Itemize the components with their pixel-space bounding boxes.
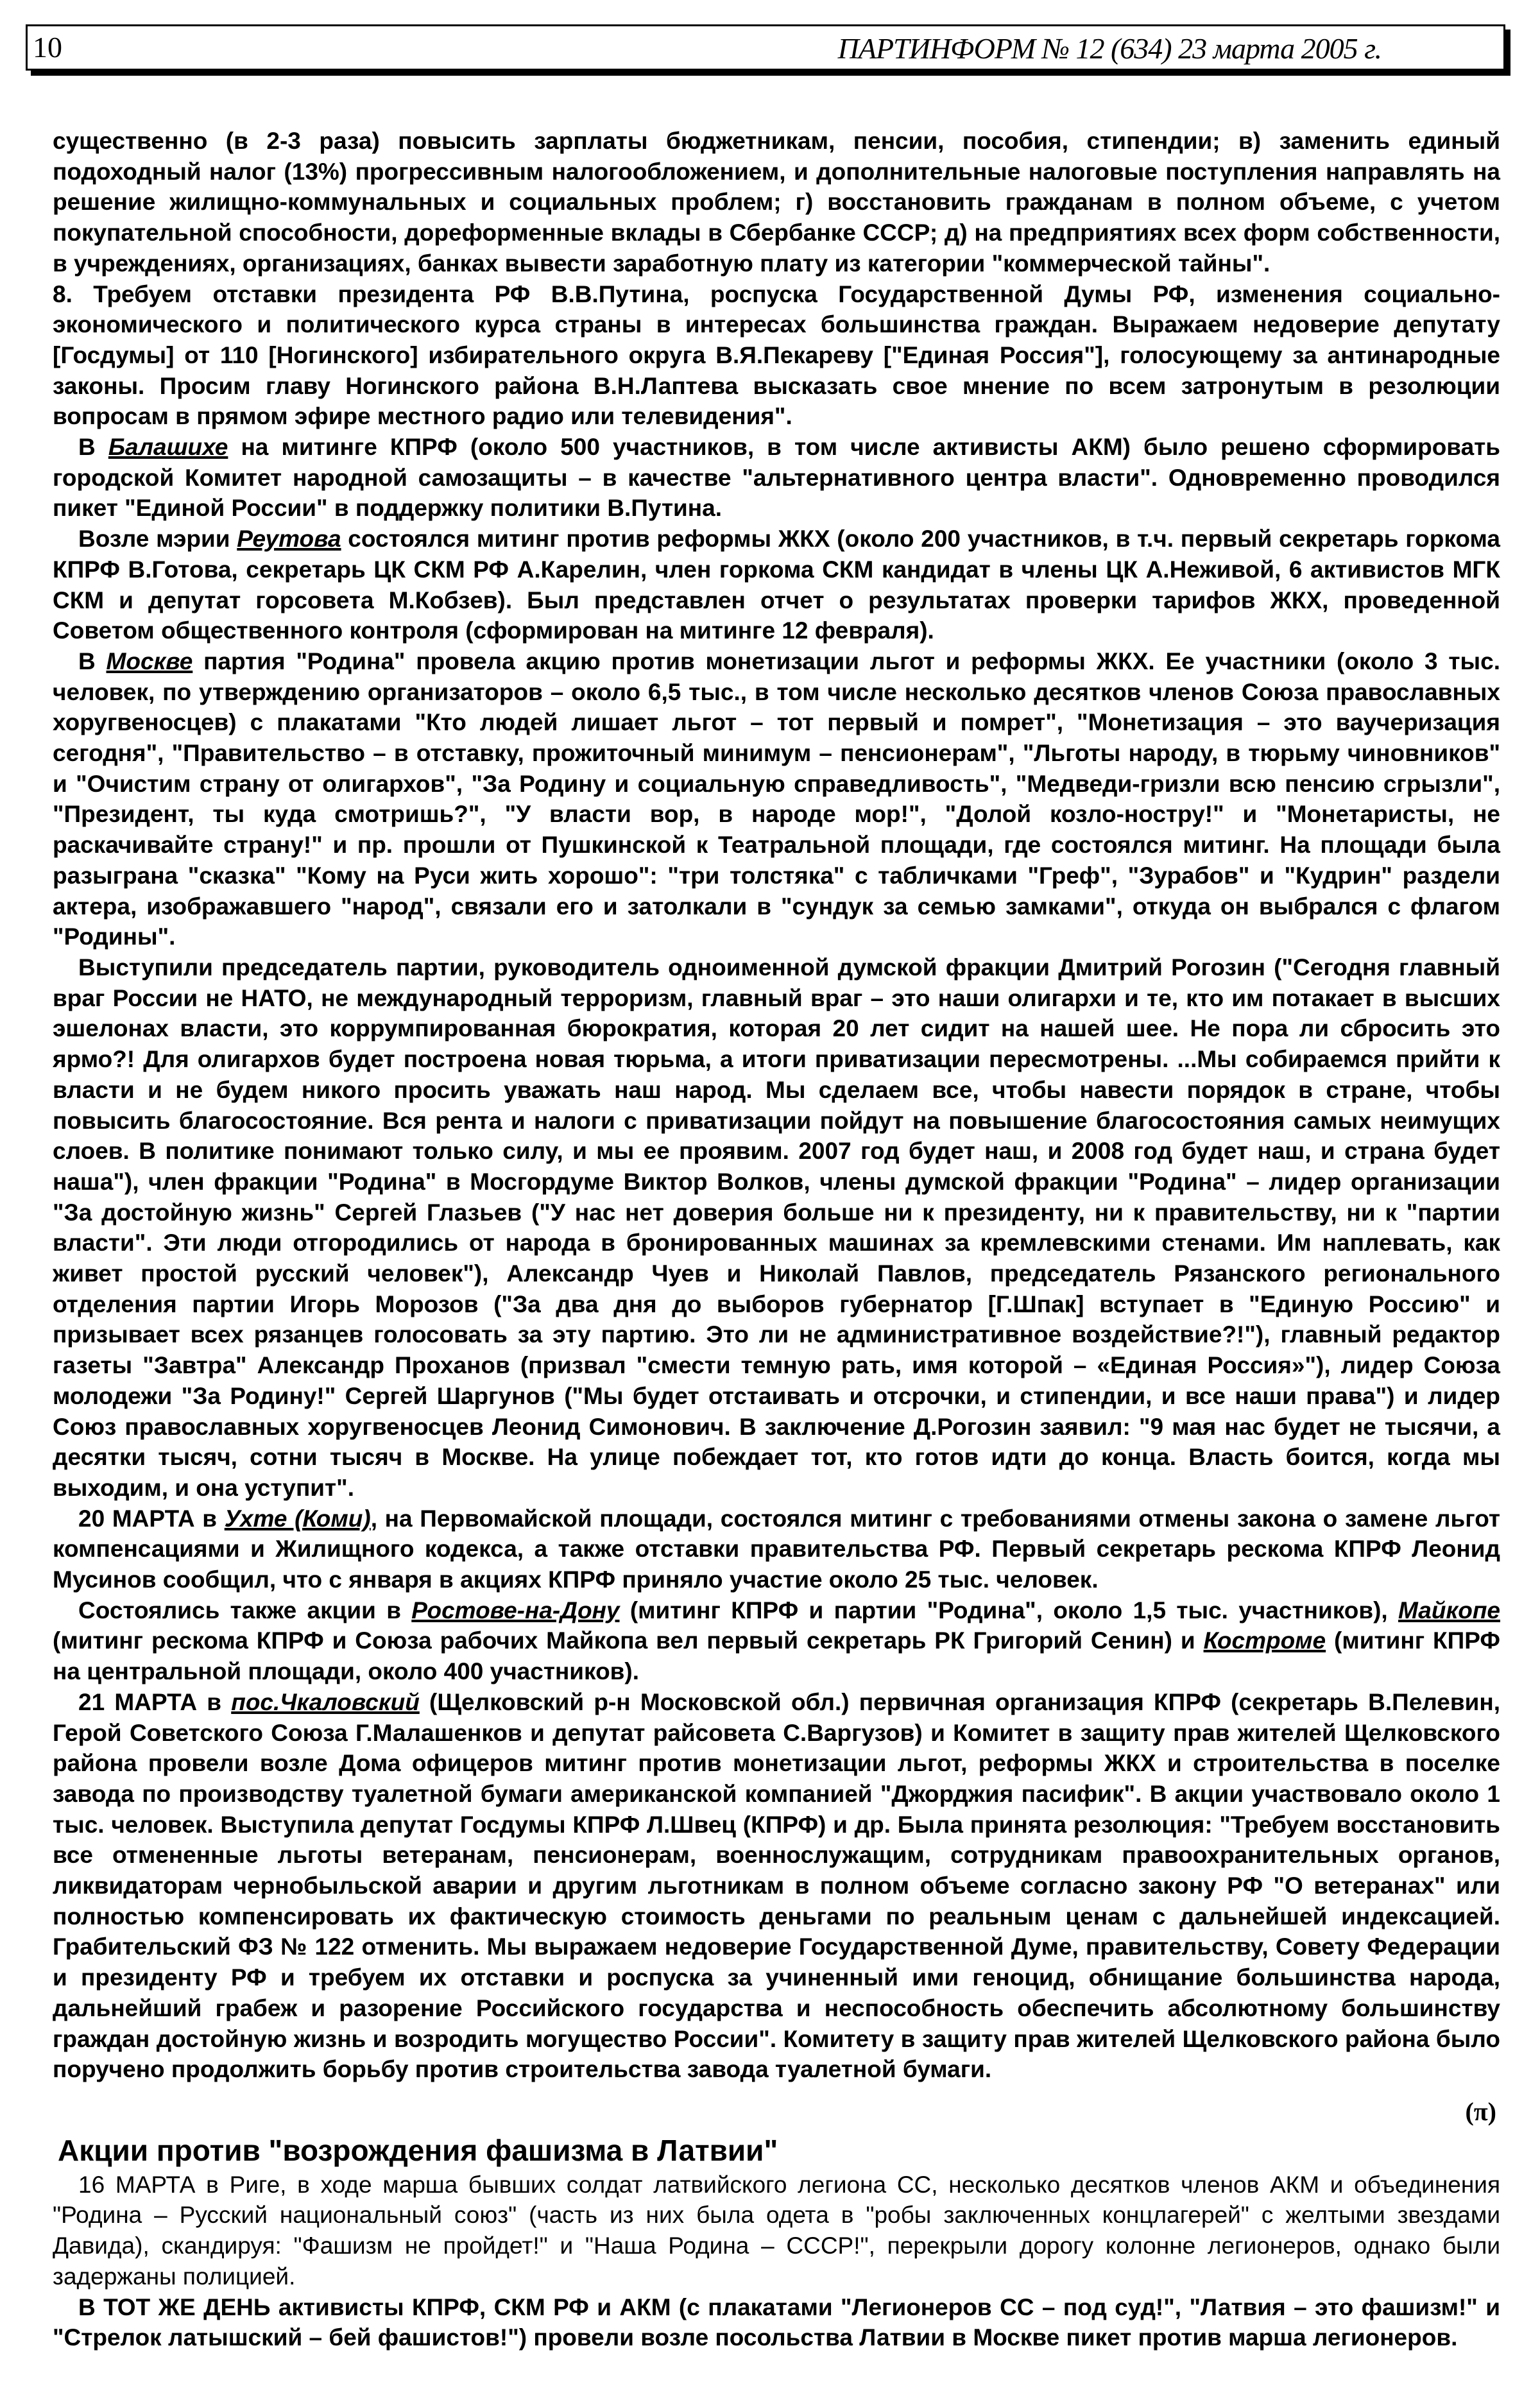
paragraph-text: В <box>78 647 107 674</box>
paragraph-text: (митинг КПРФ на центральной площади, около 400 участников). <box>53 1627 1500 1685</box>
place-name: пос.Чкаловский <box>231 1688 420 1715</box>
place-name: Ростове-на-Дону <box>411 1597 620 1624</box>
paragraph <box>53 952 1500 1504</box>
paragraph <box>53 1595 1500 1687</box>
article-paragraphs <box>53 126 1500 2085</box>
article-body <box>53 126 1500 2353</box>
page-header <box>26 24 1505 71</box>
paragraph-text: 20 МАРТА в <box>78 1505 225 1532</box>
place-name: Балашихе <box>108 434 228 461</box>
paragraph-text: на митинге КПРФ (около 500 участников, в том числе активисты АКМ) было решено сформировать городской Комитет народной самозащиты – в качестве "альтернативного центра власти". Одновременно проводился пикет "Единой России" в поддержку политики В.Путина. <box>53 434 1501 522</box>
place-name: Реутова <box>237 526 341 553</box>
paragraph-text: В <box>78 434 108 461</box>
paragraph-text: (Щелковский р-н Московской обл.) первичная организация КПРФ (секретарь В.Пелевин, Герой Советского Союза Г.Малашенков и депутат райсовета С.Варгузов) и Комитет в защиту прав жителей Щелковского района провели возле Дома офицеров митинг против монетизации льгот, реформы ЖКХ и строительства в поселке завода по производству туалетной бумаги американской компанией "Джорджия пасифик". В акции участвовало около 1 тыс. человек. Выступила депутат Госдумы КПРФ Л.Швец (КПРФ) и др. Была принята резолюция: "Требуем восстановить все отмененные льготы ветеранам, пенсионерам, военнослужащим, сотрудникам правоохранительных органов, ликвидаторам чернобыльской аварии и другим льготникам в полном объеме согласно закону РФ "О ветеранах" или полностью компенсировать их фактическую стоимость деньгами по реальным ценам с дальнейшей индексацией. Грабительский ФЗ № 122 отменить. Мы выражаем недоверие Государственной Думе, правительству, Совету Федерации и президенту РФ и требуем их отставки и роспуска за учиненный ими геноцид, обнищание большинства народа, дальнейший грабеж и разорение Российского государства и неспособность обеспечить абсолютному большинству граждан достойную жизнь и возродить могущество России". Комитету в защиту прав жителей Щелковского района было поручено продолжить борьбу против строительства завода туалетной бумаги. <box>53 1688 1500 2083</box>
paragraph-text: партия "Родина" провела акцию против монетизации льгот и реформы ЖКХ. Ее участники (около 3 тыс. человек, по утверждению организаторов – около 6,5 тыс., в том числе несколько десятков членов Союза православных хоругвеносцев) с плакатами "Кто людей лишает льгот – тот первый и помрет", "Монетизация – это ваучеризация сегодня", "Правительство – в отставку, прожиточный минимум – пенсионерам", "Льготы народу, в тюрьму чиновников" и "Очистим страну от олигархов", "За Родину и социальную справедливость", "Медведи-гризли всю пенсию сгрызли", "Президент, ты куда смотришь?", "У власти вор, в народе мор!", "Долой козло-ностру!" и "Монетаристы, не раскачивайте страну!" и пр. прошли от Пушкинской к Театральной площади, где состоялся митинг. На площади была разыграна "сказка" "Кому на Руси жить хорошо": "три толстяка" с табличками "Греф", "Зурабов" и "Кудрин" раздели актера, изображавшего "народ", связали его и затолкали в "сундук за семью замками", откуда он выбрался с флагом "Родины". <box>53 647 1500 950</box>
paragraph <box>53 1504 1500 1595</box>
paragraph-text: 8. Требуем отставки президента РФ В.В.Путина, роспуска Государственной Думы РФ, изменения социально-экономического и политического курса страны в интересах большинства граждан. Выражаем недоверие депутату [Госдумы] от 110 [Ногинского] избирательного округа В.Я.Пекареву ["Единая Россия"], голосующему за антинародные законы. Просим главу Ногинского района В.Н.Лаптева высказать свое мнение по всем затронутым в резолюции вопросам в прямом эфире местного радио или телевидения". <box>53 280 1500 430</box>
place-name: Ухте (Коми) <box>224 1505 371 1532</box>
paragraph: 16 МАРТА в Риге, в ходе марша бывших солдат латвийского легиона СС, несколько десятков членов АКМ и объединения "Родина – Русский национальный союз" (часть из них была одета в "робы заключенных концлагерей" с желтыми звездами Давида), скандируя: "Фашизм не пройдет!" и "Наша Родина – СССР!", перекрыли дорогу колонне легионеров, однако были задержаны полицией. <box>53 2171 1500 2290</box>
paragraph <box>53 1687 1500 2085</box>
paragraph-text: (митинг КПРФ и партии "Родина", около 1,5 тыс. участников), <box>619 1597 1399 1624</box>
place-name: Костроме <box>1203 1627 1326 1654</box>
paragraph-text: Возле мэрии <box>78 526 237 553</box>
place-name: Майкопе <box>1398 1597 1500 1624</box>
page-number: 10 <box>33 31 62 64</box>
place-name: Москве <box>106 647 193 674</box>
paragraph-text: (митинг рескома КПРФ и Союза рабочих Майкопа вел первый секретарь РК Григорий Сенин) и <box>53 1627 1204 1654</box>
paragraph <box>53 646 1500 952</box>
issue-title: ПАРТИНФОРМ № 12 (634) 23 марта 2005 г. <box>837 32 1382 65</box>
paragraph <box>53 279 1500 433</box>
author-signature: (π) <box>1465 2097 1496 2126</box>
paragraph-text: Состоялись также акции в <box>78 1597 412 1624</box>
paragraph <box>53 432 1500 524</box>
paragraph-text: существенно (в 2-3 раза) повысить зарплаты бюджетникам, пенсии, пособия, стипендии; в) заменить единый подоходный налог (13%) прогрессивным налогообложением, и дополнительные налоговые поступления направлять на решение жилищно-коммунальных и социальных проблем; г) восстановить гражданам в полном объеме, с учетом покупательной способности, дореформенные вклады в Сбербанке СССР; д) на предприятиях всех форм собственности, в учреждениях, организациях, банках вывести заработную плату из категории "коммерческой тайны". <box>53 128 1500 277</box>
paragraph-text: состоялся митинг против реформы ЖКХ (около 200 участников, в т.ч. первый секретарь горкома КПРФ В.Готова, секретарь ЦК СКМ РФ А.Карелин, член горкома СКМ кандидат в члены ЦК А.Неживой, 6 активистов МГК СКМ и депутат горсовета М.Кобзев). Был представлен отчет о результатах проверки тарифов ЖКХ, проведенной Советом общественного контроля (сформирован на митинге 12 февраля). <box>53 526 1500 644</box>
paragraph <box>53 126 1500 279</box>
paragraph: В ТОТ ЖЕ ДЕНЬ активисты КПРФ, СКМ РФ и АКМ (с плакатами "Легионеров СС – под суд!", "Латвия – это фашизм!" и "Стрелок латышский – бей фашистов!") провели возле посольства Латвии в Москве пикет против марша легионеров. <box>53 2293 1500 2351</box>
section-heading: Акции против "возрождения фашизма в Латвии" <box>58 2133 778 2167</box>
paragraph <box>53 524 1500 646</box>
paragraph-text: , на Первомайской площади, состоялся митинг с требованиями отмены закона о замене льгот компенсациями и Жилищного кодекса, а также отставки правительства РФ. Первый секретарь рескома КПРФ Леонид Мусинов сообщил, что с января в акциях КПРФ приняло участие около 25 тыс. человек. <box>53 1505 1501 1593</box>
paragraph-text: 21 МАРТА в <box>78 1688 232 1715</box>
paragraph-text: Выступили председатель партии, руководитель одноименной думской фракции Дмитрий Рогозин ("Сегодня главный враг России не НАТО, не международный терроризм, главный враг – это наши олигархи и те, кто им потакает в высших эшелонах власти, это коррумпированная бюрократия, которая 20 лет сидит на нашей шее. Не пора ли сбросить это ярмо?! Для олигархов будет построена новая тюрьма, а итоги приватизации пересмотрены. ...Мы собираемся прийти к власти и не будем никого просить уважать наш народ. Мы сделаем все, чтобы навести порядок в стране, чтобы повысить благосостояние. Вся рента и налоги с приватизации пойдут на повышение благосостояния самых неимущих слоев. В политике понимают только силу, и мы ее проявим. 2007 год будет наш, и 2008 год будет наш, и страна будет наша"), член фракции "Родина" в Мосгордуме Виктор Волков, члены думской фракции "Родина" – лидер организации "За достойную жизнь" Сергей Глазьев ("У нас нет доверия больше ни к президенту, ни к правительству, ни к "партии власти". Эти люди отгородились от народа в бронированных машинах за кремлевскими стенами. Им наплевать, как живет простой русский человек"), Александр Чуев и Николай Павлов, председатель Рязанского регионального отделения партии Игорь Морозов ("За два дня до выборов губернатор [Г.Шпак] вступает в "Единую Россию" и призывает всех рязанцев голосовать за эту партию. Это ли не административное воздействие?!"), главный редактор газеты "Завтра" Александр Проханов (призвал "смести темную рать, имя которой – «Единая Россия»"), лидер Союза молодежи "За Родину!" Сергей Шаргунов ("Мы будет отстаивать и отсрочки, и стипендии, и все наши права") и лидер Союз православных хоругвеносцев Леонид Симонович. В заключение Д.Рогозин заявил: "9 мая нас будет не тысячи, а десятки тысяч, сотни тысяч в Москве. На улице побеждает тот, кто готов идти до конца. Власть боится, когда мы выходим, и она уступит". <box>53 954 1500 1501</box>
